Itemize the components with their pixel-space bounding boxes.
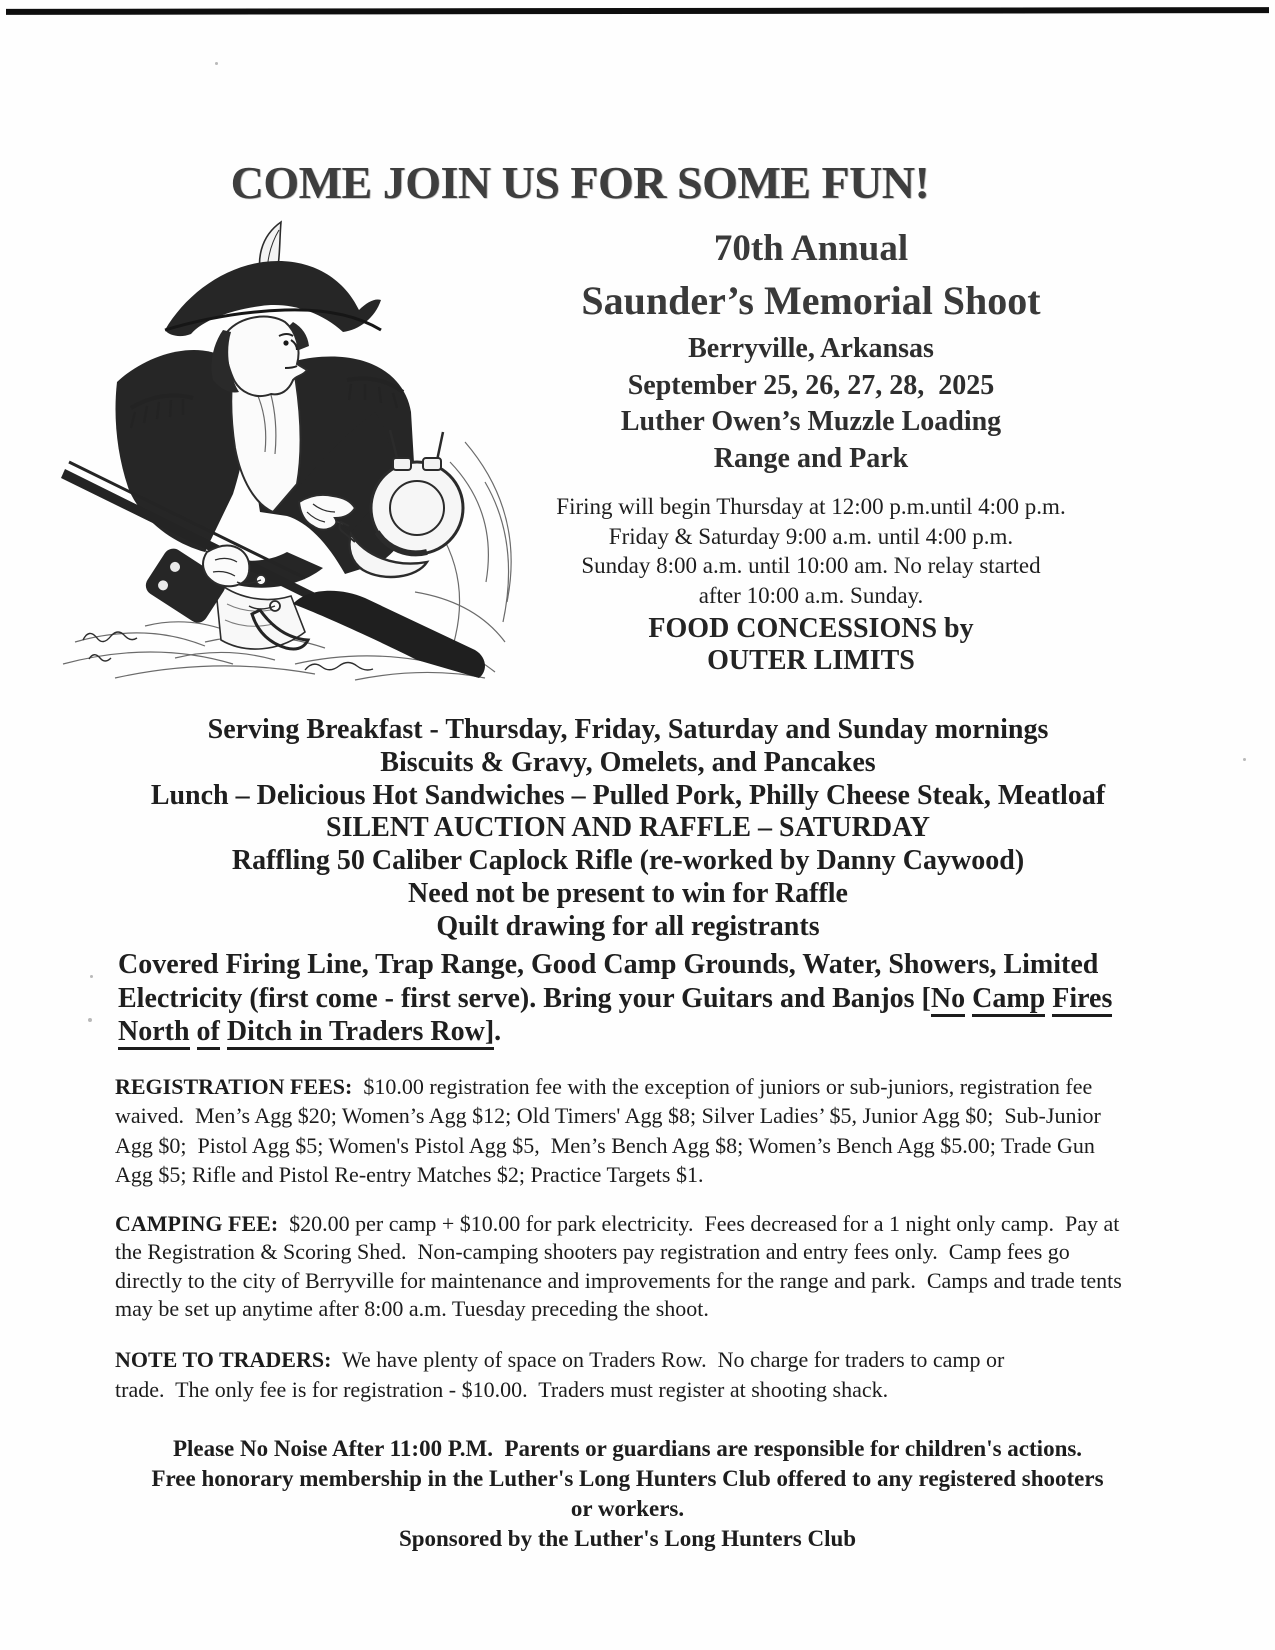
amenities-note bbox=[118, 948, 1198, 1049]
underlined-word: of bbox=[197, 1016, 220, 1050]
scan-speck bbox=[1243, 758, 1246, 761]
registration-line: REGISTRATION FEES: $10.00 registration fee with the exception of juniors or sub-juniors, registration fee bbox=[115, 1074, 1093, 1099]
footer-line: Sponsored by the Luther's Long Hunters Club bbox=[398, 1526, 857, 1551]
highlight-line: Need not be present to win for Raffle bbox=[408, 877, 848, 909]
highlight-line: Biscuits & Gravy, Omelets, and Pancakes bbox=[380, 746, 876, 778]
camping-label: CAMPING FEE: bbox=[115, 1211, 279, 1236]
camping-line: CAMPING FEE: $20.00 per camp + $10.00 for park electricity. Fees decreased for a 1 night only camp. Pay at bbox=[115, 1211, 1120, 1236]
schedule-line: Firing will begin Thursday at 12:00 p.m.until 4:00 p.m. bbox=[556, 494, 1066, 519]
amenities-line3: North of Ditch in Traders Row]. bbox=[118, 1015, 1198, 1049]
highlight-line: Serving Breakfast - Thursday, Friday, Saturday and Sunday mornings bbox=[207, 714, 1049, 745]
traders-line: NOTE TO TRADERS: We have plenty of space on Traders Row. No charge for traders to camp or bbox=[115, 1347, 1005, 1372]
schedule-line: Sunday 8:00 a.m. until 10:00 am. No relay started bbox=[581, 553, 1041, 578]
food-concessions-line2: OUTER LIMITS bbox=[707, 645, 915, 676]
footer-line: or workers. bbox=[570, 1496, 685, 1521]
camping-line: may be set up anytime after 8:00 a.m. Tuesday preceding the shoot. bbox=[115, 1296, 709, 1322]
event-header bbox=[505, 224, 1117, 677]
highlight-line: Lunch – Delicious Hot Sandwiches – Pulled Pork, Philly Cheese Steak, Meatloaf bbox=[150, 779, 1106, 811]
underlined-word: North bbox=[118, 1016, 190, 1050]
traders-line: trade. The only fee is for registration - $10.00. Traders must register at shooting shack. bbox=[115, 1376, 889, 1402]
registration-fees-paragraph bbox=[115, 1072, 1200, 1190]
underlined-word: Camp bbox=[972, 983, 1045, 1017]
scan-edge-line bbox=[6, 7, 1269, 15]
highlight-line: Raffling 50 Caliber Caplock Rifle (re-worked by Danny Caywood) bbox=[231, 845, 1025, 877]
firing-schedule bbox=[505, 492, 1117, 610]
underlined-word: Ditch in Traders Row] bbox=[227, 1016, 494, 1050]
event-edition: 70th Annual bbox=[713, 228, 909, 269]
event-venue-line1: Luther Owen’s Muzzle Loading bbox=[620, 406, 1002, 437]
food-concessions-line1: FOOD CONCESSIONS by bbox=[648, 613, 974, 644]
registration-line: Agg $0; Pistol Agg $5; Women's Pistol Agg $5, Men’s Bench Agg $8; Women’s Bench Agg $5.00; Trade Gun bbox=[115, 1132, 1095, 1158]
event-name: Saunder’s Memorial Shoot bbox=[581, 278, 1041, 323]
event-highlights bbox=[10, 714, 1246, 944]
highlight-line: SILENT AUCTION AND RAFFLE – SATURDAY bbox=[326, 812, 930, 844]
underlined-word: No bbox=[931, 983, 965, 1017]
footer-line: Free honorary membership in the Luther's Long Hunters Club offered to any registered shooters bbox=[151, 1466, 1104, 1491]
camping-line: directly to the city of Berryville for maintenance and improvements for the range and park. Camps and trade tents bbox=[115, 1267, 1122, 1293]
schedule-line: Friday & Saturday 9:00 a.m. until 4:00 p.m. bbox=[608, 523, 1014, 549]
amenities-line2: Electricity (first come - first serve). Bring your Guitars and Banjos [No Camp Fires bbox=[118, 982, 1198, 1016]
event-location: Berryville, Arkansas bbox=[688, 333, 934, 364]
schedule-line: after 10:00 a.m. Sunday. bbox=[698, 582, 924, 608]
footer-notes bbox=[20, 1434, 1235, 1554]
camping-line: the Registration & Scoring Shed. Non-camping shooters pay registration and entry fees only. Camp fees go bbox=[115, 1239, 1070, 1265]
traders-label: NOTE TO TRADERS: bbox=[115, 1347, 332, 1372]
registration-line: waived. Men’s Agg $20; Women’s Agg $12; Old Timers' Agg $8; Silver Ladies’ $5, Junior Agg $0; Sub-Junior bbox=[115, 1103, 1101, 1129]
event-dates: September 25, 26, 27, 28, 2025 bbox=[627, 369, 995, 401]
scan-speck bbox=[215, 62, 218, 65]
traders-note-paragraph bbox=[115, 1345, 1200, 1404]
scan-speck bbox=[90, 975, 93, 978]
highlight-line: Quilt drawing for all registrants bbox=[436, 910, 820, 942]
registration-line: Agg $5; Rifle and Pistol Re-entry Matches $2; Practice Targets $1. bbox=[115, 1162, 704, 1188]
page-title: COME JOIN US FOR SOME FUN! bbox=[230, 157, 930, 208]
minuteman-illustration bbox=[55, 212, 520, 684]
camping-fee-paragraph bbox=[115, 1210, 1200, 1324]
footer-line: Please No Noise After 11:00 P.M. Parents or guardians are responsible for children's actions. bbox=[172, 1436, 1083, 1461]
amenities-line1: Covered Firing Line, Trap Range, Good Camp Grounds, Water, Showers, Limited bbox=[118, 949, 1099, 980]
scan-speck bbox=[88, 1018, 92, 1022]
event-venue-line2: Range and Park bbox=[713, 442, 909, 474]
underlined-word: Fires bbox=[1052, 983, 1112, 1017]
registration-label: REGISTRATION FEES: bbox=[115, 1074, 353, 1099]
